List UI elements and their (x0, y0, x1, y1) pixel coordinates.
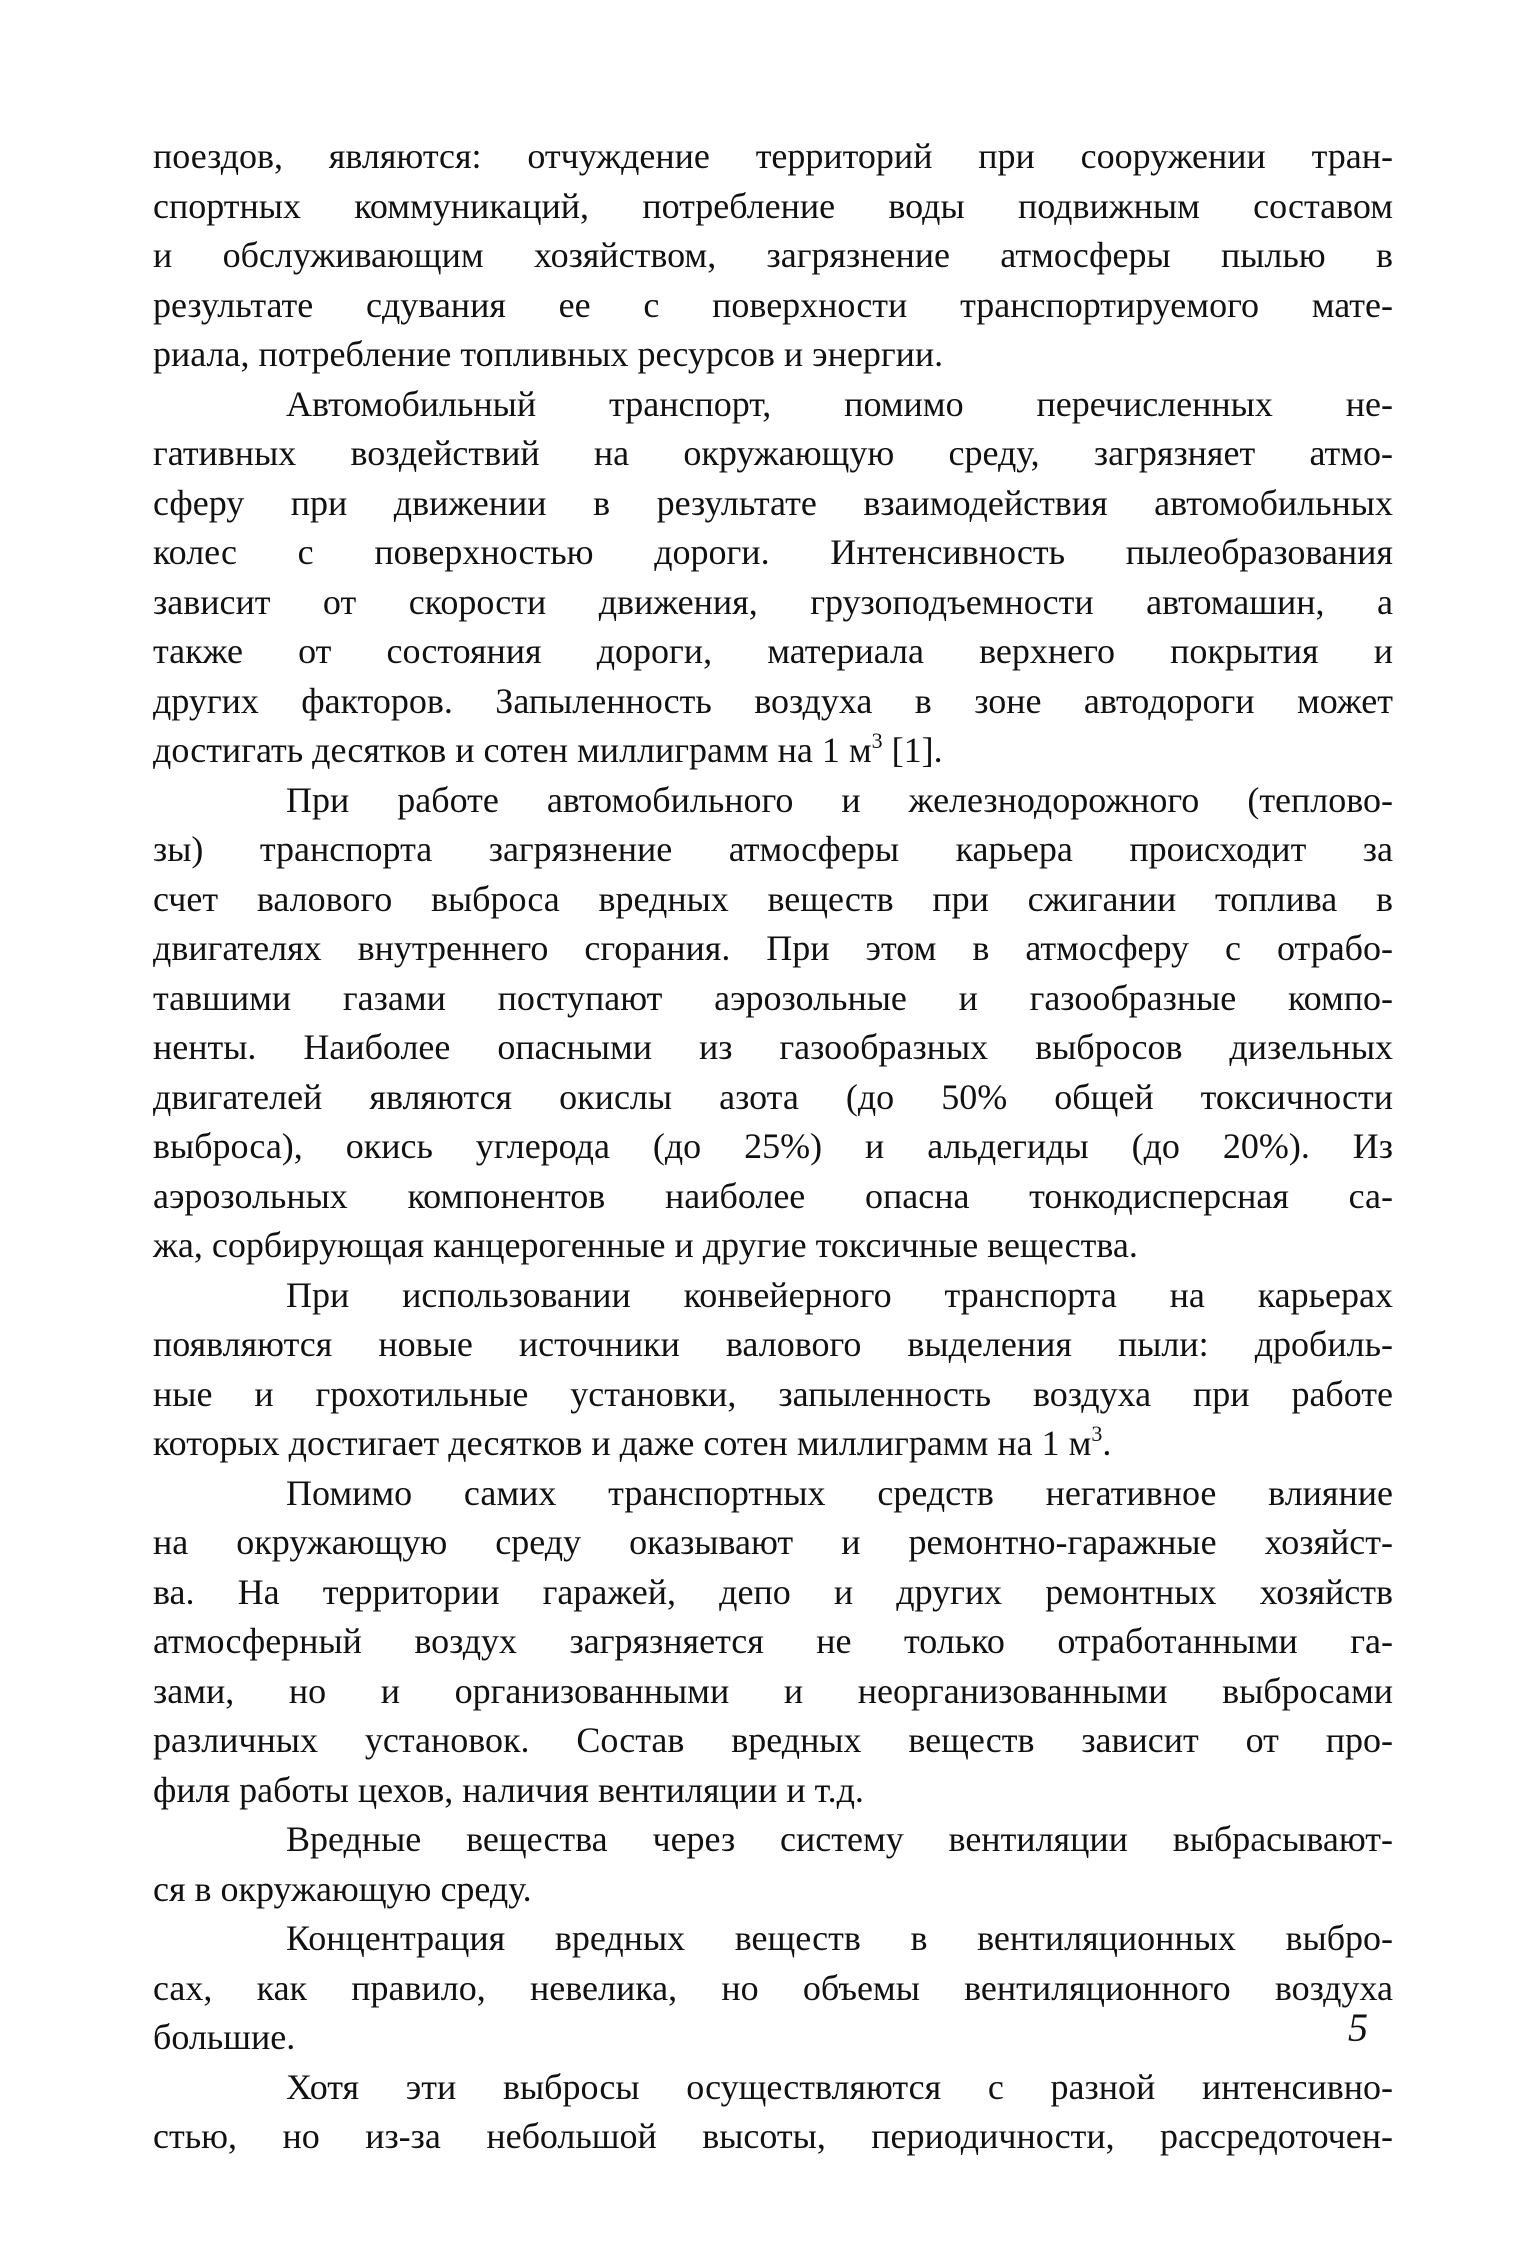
text-line: на окружающую среду оказывают и ремонтно-гаражные хозяйст- (153, 1522, 1393, 1562)
text-line: также от состояния дороги, материала верхнего покрытия и (153, 631, 1393, 671)
paragraph (153, 1914, 1393, 2063)
text-line: аэрозольных компонентов наиболее опасна тонкодисперсная са- (153, 1175, 1393, 1216)
text-line: спортных коммуникаций, потребление воды подвижным составом (153, 185, 1393, 226)
paragraph (153, 776, 1393, 1271)
page-number: 5 (1348, 2005, 1368, 2050)
text-line: зависит от скорости движения, грузоподъемности автомашин, а (153, 581, 1393, 622)
text-line: Концентрация вредных веществ в вентиляционных выбро- (286, 1918, 1393, 1958)
text-line: других факторов. Запыленность воздуха в зоне автодороги может (153, 680, 1393, 721)
text-line: двигателей являются окислы азота (до 50% общей токсичности (153, 1076, 1393, 1117)
text-line: и обслуживающим хозяйством, загрязнение атмосферы пылью в (153, 235, 1393, 275)
text-line: Хотя эти выбросы осуществляются с разной интенсивно- (286, 2066, 1393, 2107)
text-line: результате сдувания ее с поверхности транспортируемого мате- (153, 284, 1393, 325)
text-line: поездов, являются: отчуждение территорий при сооружении тран- (153, 136, 1393, 176)
text-line: Автомобильный транспорт, помимо перечисленных не- (286, 383, 1393, 424)
text-line: тавшими газами поступают аэрозольные и газообразные компо- (153, 977, 1393, 1018)
text-line: счет валового выброса вредных веществ при сжигании топлива в (153, 878, 1393, 919)
text-line: зы) транспорта загрязнение атмосферы карьера происходит за (153, 829, 1393, 869)
text-line: ся в окружающую среду. (153, 1868, 532, 1909)
text-line: Помимо самих транспортных средств негативное влияние (286, 1472, 1393, 1513)
text-line: большие. (153, 2017, 296, 2057)
text-line: ные и грохотильные установки, запыленность воздуха при работе (153, 1373, 1393, 1414)
text-line: гативных воздействий на окружающую среду, загрязняет атмо- (153, 433, 1393, 473)
text-line: появляются новые источники валового выделения пыли: дробиль- (153, 1324, 1393, 1364)
text-line: атмосферный воздух загрязняется не только отработанными га- (153, 1621, 1393, 1661)
text-line: двигателях внутреннего сгорания. При этом в атмосферу с отрабо- (153, 928, 1393, 968)
paragraph (153, 1469, 1393, 1816)
text-line: достигать десятков и сотен миллиграмм на 1 $м^3$ [1]. (153, 728, 943, 770)
paragraph (153, 2063, 1393, 2162)
text-line: При работе автомобильного и железнодорожного (теплово- (286, 779, 1393, 820)
paragraph (153, 380, 1393, 776)
text-line: При использовании конвейерного транспорта на карьерах (286, 1274, 1393, 1315)
paragraph (153, 1271, 1393, 1469)
text-line: выброса), окись углерода (до 25%) и альдегиды (до 20%). Из (153, 1126, 1393, 1166)
text-line: ва. На территории гаражей, депо и других ремонтных хозяйств (153, 1571, 1393, 1612)
text-line: сах, как правило, невелика, но объемы вентиляционного воздуха (153, 1967, 1393, 2008)
text-line: ненты. Наиболее опасными из газообразных выбросов дизельных (153, 1027, 1393, 1067)
text-line: Вредные вещества через систему вентиляции выбрасывают- (286, 1819, 1393, 1859)
text-line: которых достигает десятков и даже сотен миллиграмм на 1 $м^3$. (153, 1421, 1112, 1463)
paragraph (153, 132, 1393, 380)
text-line: сферу при движении в результате взаимодействия автомобильных (153, 482, 1393, 523)
page-body (153, 132, 1393, 2162)
text-line: жа, сорбирующая канцерогенные и другие токсичные вещества. (153, 1225, 1138, 1265)
text-line: колес с поверхностью дороги. Интенсивность пылеобразования (153, 532, 1393, 572)
text-line: филя работы цехов, наличия вентиляции и т.д. (153, 1769, 864, 1810)
text-line: зами, но и организованными и неорганизованными выбросами (153, 1670, 1393, 1711)
text-line: стью, но из-за небольшой высоты, периодичности, рассредоточен- (153, 2116, 1393, 2156)
text-line: различных установок. Состав вредных веществ зависит от про- (153, 1720, 1393, 1760)
text-line: риала, потребление топливных ресурсов и энергии. (153, 334, 944, 374)
paragraph (153, 1815, 1393, 1914)
